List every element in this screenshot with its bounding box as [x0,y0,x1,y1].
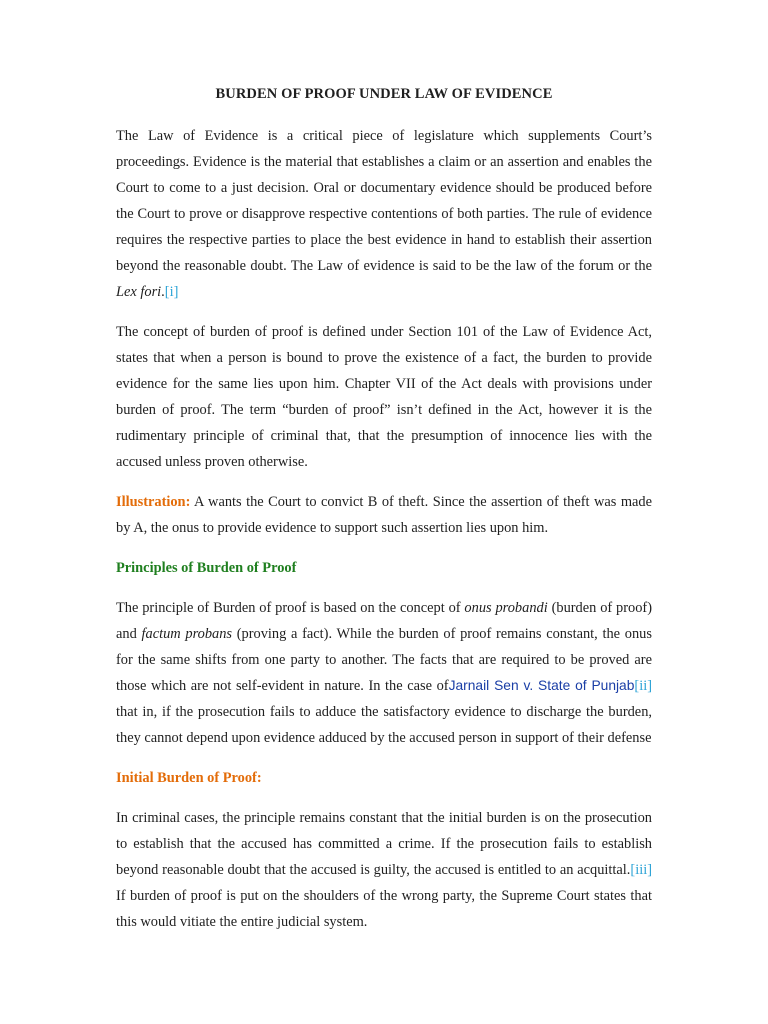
text-segment: If burden of proof is put on the shoulders of the wrong party, the Supreme Court states that this would vitiate the entire judicial system. [116,888,652,930]
heading-initial-burden: Initial Burden of Proof: [116,770,262,786]
period: . [161,284,165,300]
factum-probans-term: factum probans [141,626,233,642]
illustration-label: Illustration: [116,494,191,510]
onus-probandi-term: onus probandi [464,600,548,616]
footnote-ref-i[interactable]: [i] [164,284,179,300]
text-segment: The principle of Burden of proof is based on the concept of [116,600,465,616]
paragraph-text: The Law of Evidence is a critical piece of legislature which supplements Court’s proceedings. Evidence is the material that establishes a claim or an assertion and enables the Court to come to a just decision. Oral or documentary evidence should be produced before the Court to prove or disapprove respective contentions of both parties. The rule of evidence requires the respective parties to place the best evidence in hand to establish their assertion beyond the reasonable doubt. The Law of evidence is said to be the law of the forum or the [116,128,652,274]
lex-fori-term: Lex fori [116,284,162,300]
paragraph-illustration [116,489,652,541]
paragraph-burden-concept: The concept of burden of proof is defined under Section 101 of the Law of Evidence Act, states that when a person is bound to prove the existence of a fact, the burden to provide evidence for the same lies upon him. Chapter VII of the Act deals with provisions under burden of proof. The term “burden of proof” isn’t defined in the Act, however it is the rudimentary principle of criminal that, that the presumption of innocence lies with the accused unless proven otherwise. [116,324,652,470]
footnote-ref-ii[interactable]: [ii] [634,678,652,694]
heading-principles: Principles of Burden of Proof [116,560,297,576]
paragraph-initial-burden [116,805,652,935]
illustration-text: A wants the Court to convict B of theft. Since the assertion of theft was made by A, the onus to provide evidence to support such assertion lies upon him. [116,494,652,536]
paragraph-principles [116,595,652,751]
text-segment: that in, if the prosecution fails to adduce the satisfactory evidence to discharge the burden, they cannot depend upon evidence adduced by the accused person in support of their defense [116,704,652,746]
footnote-ref-iii[interactable]: [iii] [630,862,652,878]
paragraph-law-of-evidence [116,123,652,305]
case-link-jarnail-sen[interactable]: Jarnail Sen v. State of Punjab [448,678,635,693]
text-segment: In criminal cases, the principle remains constant that the initial burden is on the prosecution to establish that the accused has committed a crime. If the prosecution fails to establish beyond reasonable doubt that the accused is guilty, the accused is entitled to an acquittal. [116,810,652,878]
text-segment: (proving a fact). While the burden of proof remains constant, the onus for the same shifts from one party to another. The facts that are required to be proved are those which are not self-evident in nature. In the case of [116,626,652,694]
text-segment: (burden of proof) and [116,600,652,642]
document-title: BURDEN OF PROOF UNDER LAW OF EVIDENCE [215,86,553,102]
